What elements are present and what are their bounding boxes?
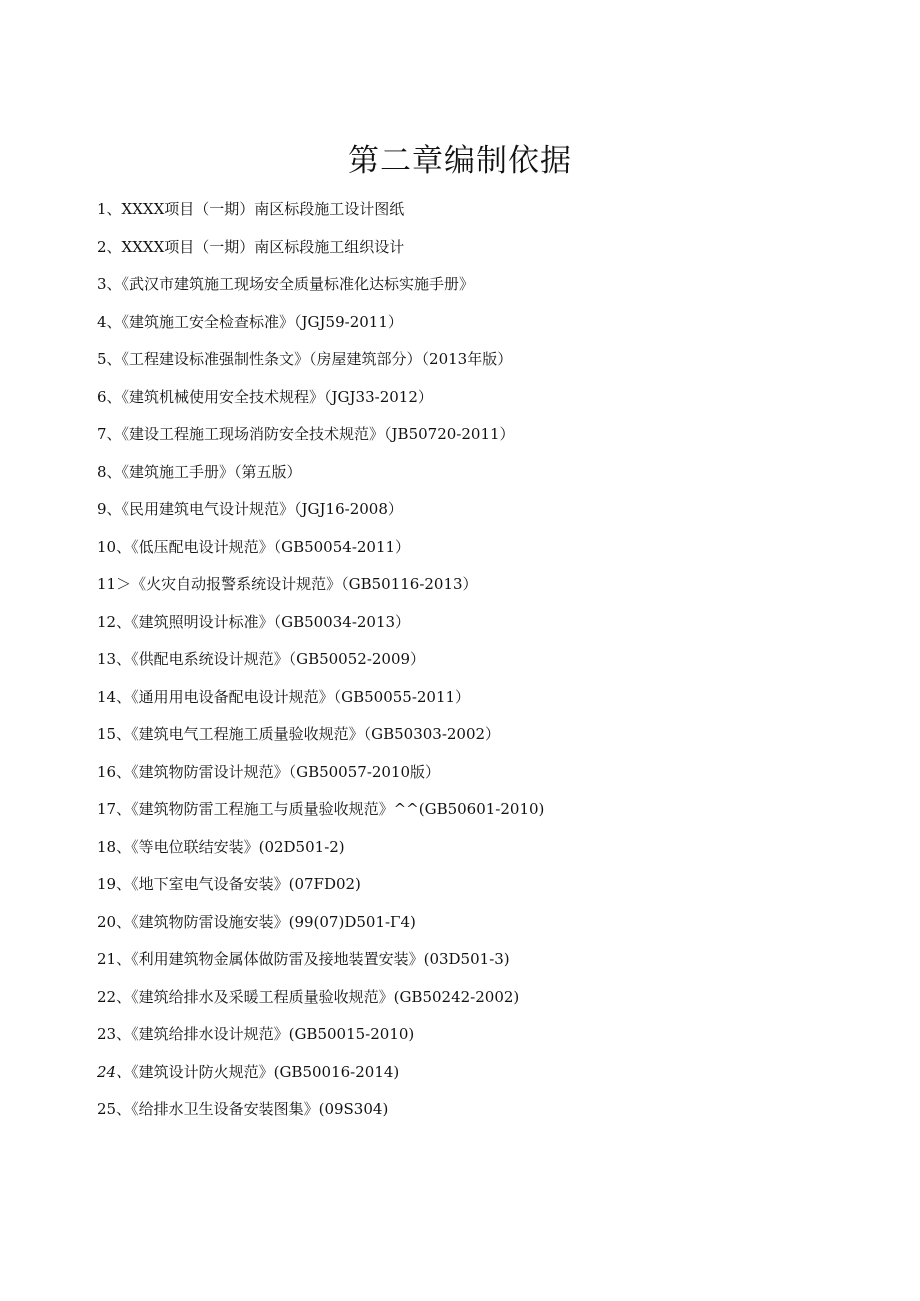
item-text: 《建筑给排水及采暖工程质量验收规范》(GB50242-2002) (131, 987, 520, 1006)
item-number: 21、 (97, 950, 132, 968)
item-number: 7、 (97, 425, 122, 443)
item-text: 《建筑机械使用安全技术规程》（JGJ33-2012） (121, 387, 433, 406)
list-item (97, 608, 897, 646)
item-number: 12、 (97, 612, 132, 631)
item-number: 20、 (97, 912, 132, 931)
item-text: 《武汉市建筑施工现场安全质量标准化达标实施手册》 (121, 275, 475, 293)
list-item (97, 233, 897, 271)
list-item (97, 420, 897, 458)
list-item (97, 1020, 897, 1058)
list-item (97, 908, 897, 946)
list-item (97, 270, 897, 308)
item-text: XXXX项目（一期）南区标段施工组织设计 (121, 237, 405, 256)
item-text: 《建筑电气工程施工质量验收规范》（GB50303-2002） (131, 725, 501, 743)
item-number: 8、 (97, 462, 122, 481)
item-number: 3、 (97, 275, 122, 293)
item-number: 15、 (97, 725, 132, 743)
item-text: XXXX项目（一期）南区标段施工设计图纸 (121, 200, 405, 218)
list-item (97, 1095, 897, 1133)
item-text: 《建筑物防雷设施安装》(99(07)D501-Γ4) (131, 912, 416, 931)
item-text: 《建设工程施工现场消防安全技术规范》（JB50720-2011） (121, 425, 515, 443)
list-item (97, 758, 897, 796)
item-text: 《建筑照明设计标准》（GB50034-2013） (131, 612, 411, 631)
item-text: 《建筑物防雷工程施工与质量验收规范》^^(GB50601-2010) (131, 800, 545, 818)
list-item (97, 570, 897, 608)
reference-list (97, 195, 897, 1133)
item-number: 19、 (97, 875, 132, 893)
list-item (97, 533, 897, 571)
list-item (97, 195, 897, 233)
item-text: 《民用建筑电气设计规范》（JGJ16-2008） (121, 500, 403, 518)
item-number: 22、 (97, 987, 132, 1006)
item-number: 13、 (97, 650, 132, 668)
item-text: 《建筑物防雷设计规范》（GB50057-2010版） (131, 762, 441, 781)
item-number: 6、 (97, 387, 122, 406)
item-number: 16、 (97, 762, 132, 781)
item-text: 《建筑给排水设计规范》(GB50015-2010) (131, 1025, 415, 1043)
item-number: 5、 (97, 350, 122, 368)
item-text: 《给排水卫生设备安装图集》(09S304) (131, 1100, 389, 1118)
item-number: 24、 (97, 1062, 132, 1081)
item-number: 2、 (97, 237, 122, 256)
list-item (97, 645, 897, 683)
list-item (97, 308, 897, 346)
list-item (97, 683, 897, 721)
list-item (97, 833, 897, 871)
page-title: 第二章编制依据 (348, 143, 572, 179)
list-item (97, 795, 897, 833)
item-text: 《建筑施工手册》（第五版） (121, 462, 302, 481)
item-number: 10、 (97, 537, 132, 556)
item-text: 《工程建设标准强制性条文》（房屋建筑部分）（2013年版） (121, 350, 513, 368)
item-number: 1、 (97, 200, 122, 218)
item-number: 23、 (97, 1025, 132, 1043)
item-number: 4、 (97, 312, 122, 331)
item-number: 11＞ (97, 575, 132, 593)
item-number: 9、 (97, 500, 122, 518)
item-text: 《供配电系统设计规范》（GB50052-2009） (131, 650, 426, 668)
list-item (97, 458, 897, 496)
item-text: 《等电位联结安装》(02D501-2) (131, 837, 345, 856)
item-text: 《建筑施工安全检查标准》（JGJ59-2011） (121, 312, 403, 331)
list-item (97, 720, 897, 758)
list-item (97, 870, 897, 908)
item-text: 《火灾自动报警系统设计规范》（GB50116-2013） (131, 575, 478, 593)
item-number: 14、 (97, 687, 132, 706)
item-text: 《利用建筑物金属体做防雷及接地装置安装》(03D501-3) (131, 950, 510, 968)
item-text: 《建筑设计防火规范》(GB50016-2014) (131, 1062, 400, 1081)
item-text: 《地下室电气设备安装》(07FD02) (131, 875, 361, 893)
item-number: 25、 (97, 1100, 132, 1118)
list-item (97, 495, 897, 533)
list-item (97, 383, 897, 421)
list-item (97, 983, 897, 1021)
item-number: 17、 (97, 800, 132, 818)
item-text: 《低压配电设计规范》（GB50054-2011） (131, 537, 411, 556)
list-item (97, 1058, 897, 1096)
list-item (97, 945, 897, 983)
item-number: 18、 (97, 837, 132, 856)
list-item (97, 345, 897, 383)
item-text: 《通用用电设备配电设计规范》（GB50055-2011） (131, 687, 471, 706)
